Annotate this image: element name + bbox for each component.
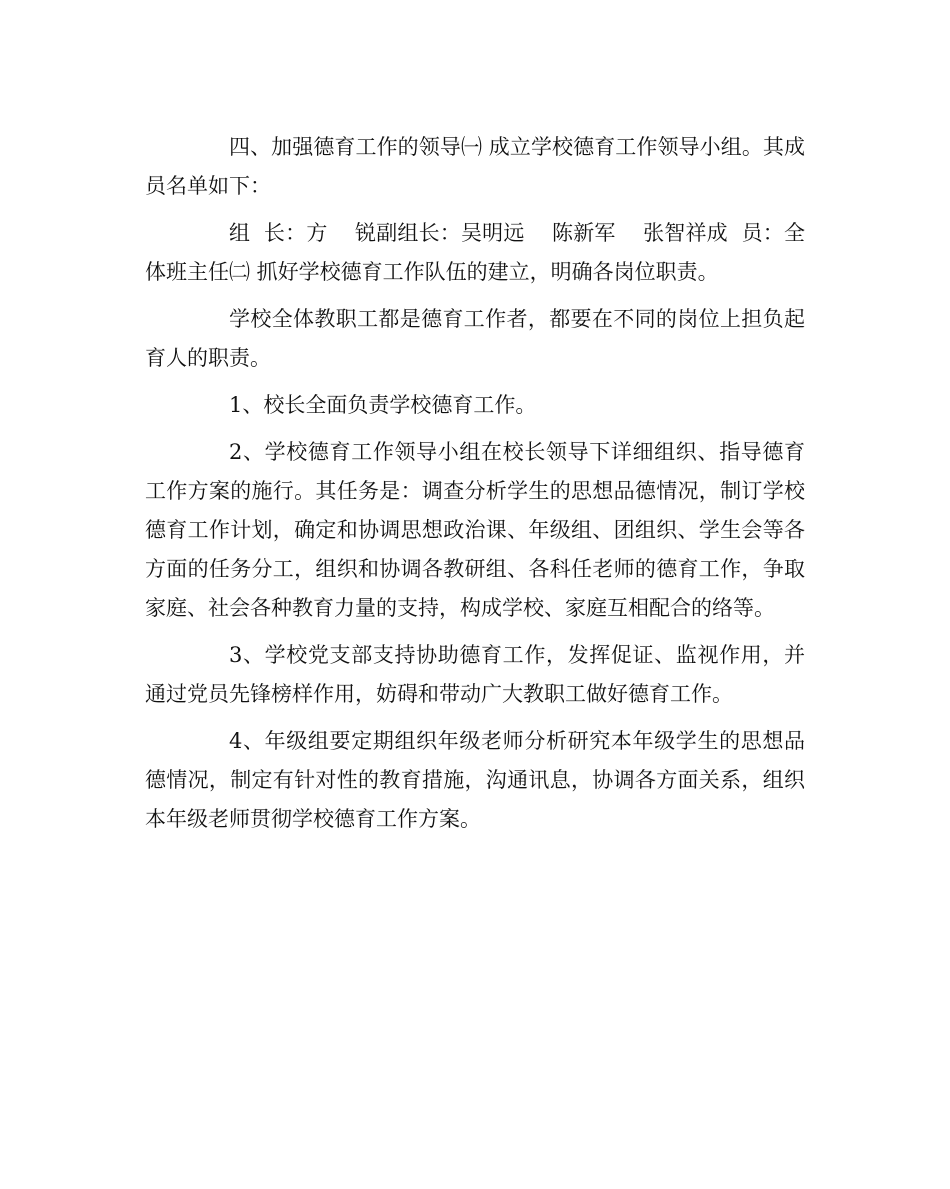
document-body	[145, 128, 805, 839]
paragraph-staff-responsibility: 学校全体教职工都是德育工作者，都要在不同的岗位上担负起育人的职责。	[145, 307, 805, 370]
paragraph-item-2: 2、学校德育工作领导小组在校长领导下详细组织、指导德育工作方案的施行。其任务是：调查分析学生的思想品德情况，制订学校德育工作计划，确定和协调思想政治课、年级组、团组织、学生会等各方面的任务分工，组织和协调各教研组、各科任老师的德育工作，争取家庭、社会各种教育力量的支持，构成学校、家庭互相配合的络等。	[145, 440, 805, 620]
paragraph-leadership-heading: 四、加强德育工作的领导㈠ 成立学校德育工作领导小组。其成员名单如下：	[145, 135, 805, 198]
paragraph-item-4: 4、年级组要定期组织年级老师分析研究本年级学生的思想品德情况，制定有针对性的教育措施，沟通讯息，协调各方面关系，组织本年级老师贯彻学校德育工作方案。	[145, 729, 805, 831]
paragraph-group-members: 组 长：方 锐副组长：吴明远 陈新军 张智祥成 员：全体班主任㈡ 抓好学校德育工作队伍的建立，明确各岗位职责。	[145, 221, 805, 284]
paragraph-item-3: 3、学校党支部支持协助德育工作，发挥促证、监视作用，并通过党员先锋榜样作用，妨碍和带动广大教职工做好德育工作。	[145, 643, 805, 706]
paragraph-item-1: 1、校长全面负责学校德育工作。	[229, 393, 537, 417]
